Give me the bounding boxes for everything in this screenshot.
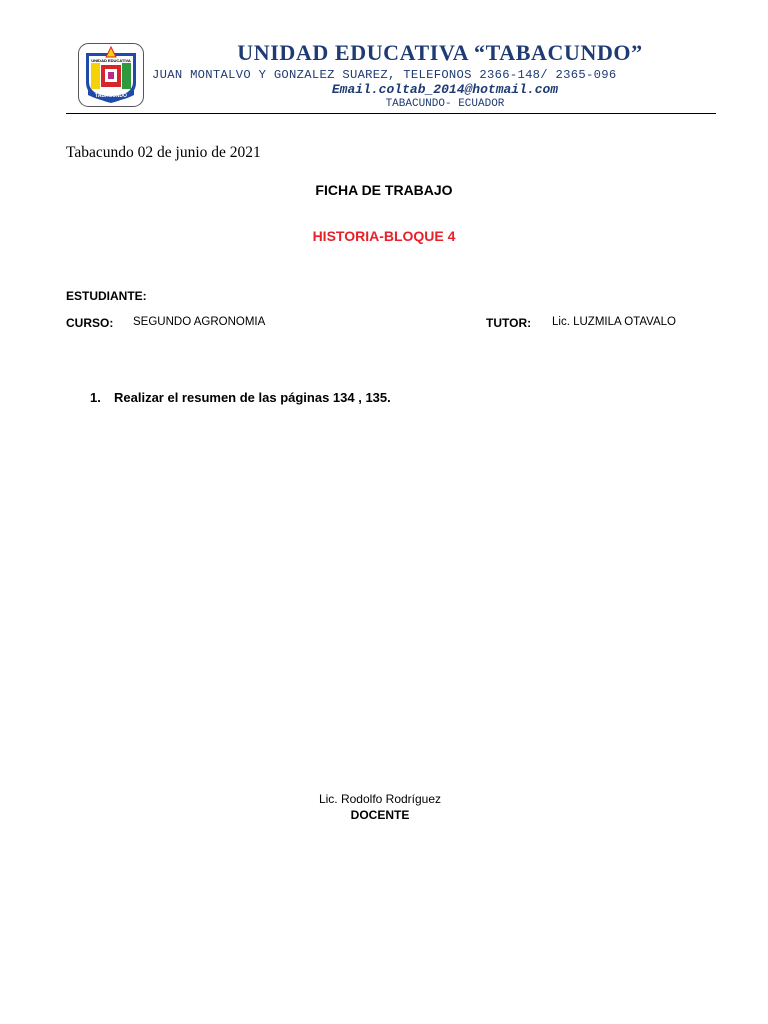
course-value: SEGUNDO AGRONOMIA bbox=[133, 316, 266, 328]
document-date: Tabacundo 02 de junio de 2021 bbox=[66, 144, 261, 161]
document-subject: HISTORIA-BLOQUE 4 bbox=[312, 228, 456, 244]
tutor-value: Lic. LUZMILA OTAVALO bbox=[552, 316, 676, 328]
school-name: UNIDAD EDUCATIVA “TABACUNDO” bbox=[237, 40, 643, 65]
course-label: CURSO: bbox=[66, 316, 114, 330]
teacher-name: Lic. Rodolfo Rodríguez bbox=[318, 792, 442, 806]
logo-top-text: UNIDAD EDUCATIVA bbox=[91, 58, 131, 63]
student-label: ESTUDIANTE: bbox=[66, 289, 147, 303]
logo-banner-text: TABACUNDO bbox=[95, 93, 127, 99]
task-text: Realizar el resumen de las páginas 134 , 135. bbox=[114, 390, 391, 405]
tutor-label: TUTOR: bbox=[486, 316, 532, 330]
school-city: TABACUNDO- ECUADOR bbox=[385, 98, 505, 110]
header-divider bbox=[66, 113, 716, 114]
school-address: JUAN MONTALVO Y GONZALEZ SUAREZ, TELEFONOS 2366-148/ 2365-096 bbox=[152, 68, 617, 82]
teacher-role: DOCENTE bbox=[350, 808, 410, 822]
task-number: 1. bbox=[90, 390, 101, 405]
document-title: FICHA DE TRABAJO bbox=[315, 182, 453, 198]
school-email: Email.coltab_2014@hotmail.com bbox=[331, 82, 559, 97]
school-logo bbox=[78, 43, 144, 107]
task-item bbox=[90, 390, 391, 405]
